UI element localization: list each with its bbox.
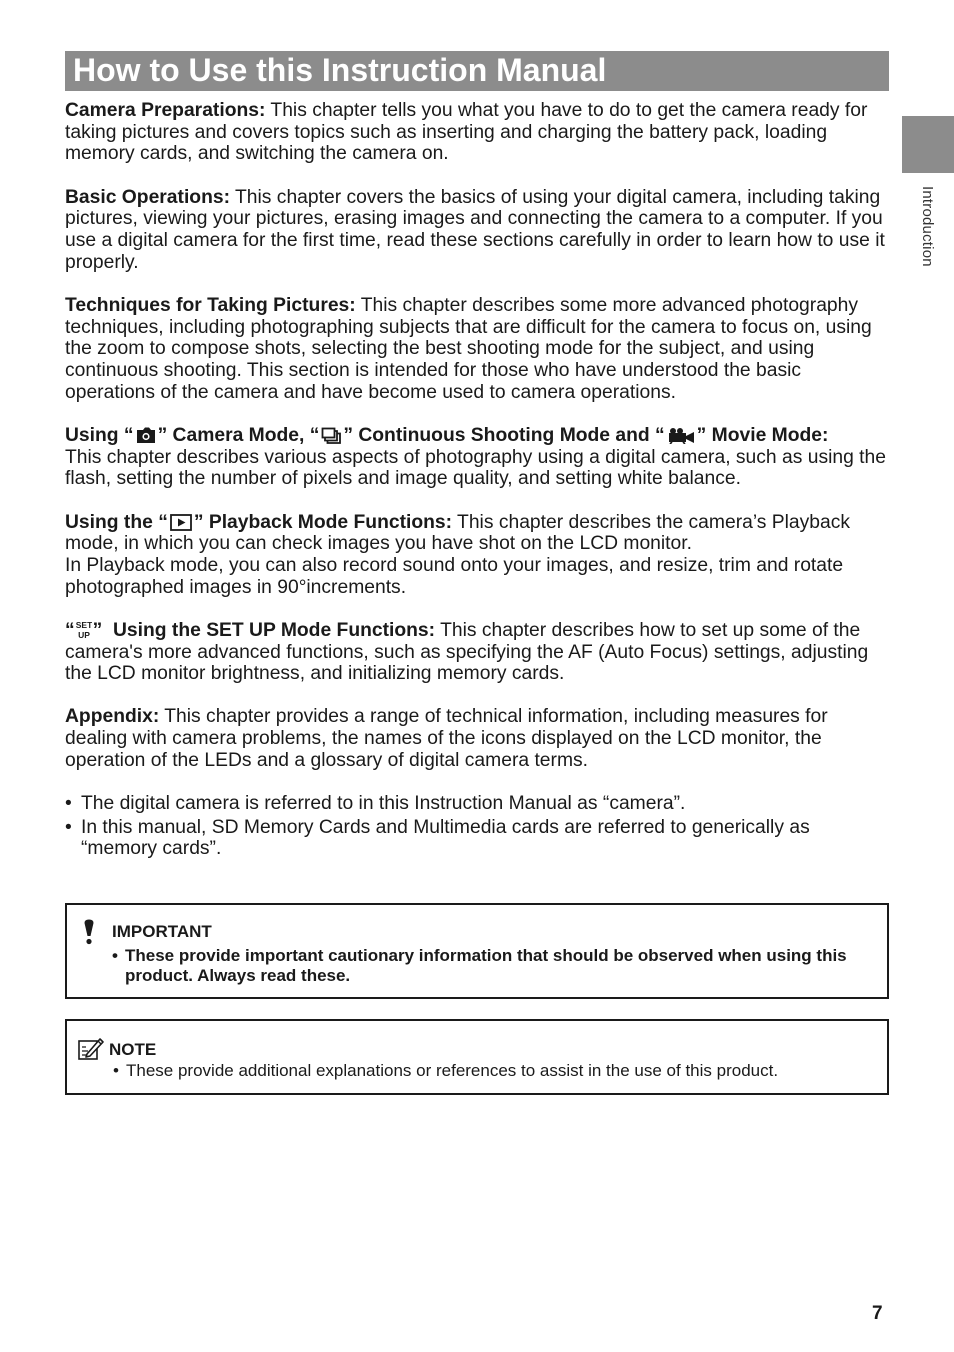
note-box bbox=[65, 1019, 889, 1095]
section-body: This chapter describes various aspects of photography using a digital camera, such as using the flash, setting the number of pixels and image quality, and setting white balance. bbox=[65, 446, 886, 490]
setup-icon-bottom-text: UP bbox=[77, 629, 90, 640]
note-heading: NOTE bbox=[109, 1040, 157, 1059]
important-body: These provide important cautionary information that should be observed when using this product. Always read these. bbox=[125, 946, 847, 985]
heading-part: Using the “ bbox=[65, 511, 168, 533]
note-body: These provide additional explanations or references to assist in the use of this product. bbox=[126, 1061, 779, 1080]
important-text bbox=[112, 946, 872, 985]
note-text bbox=[113, 1061, 873, 1081]
list-item: • The digital camera is referred to in this Instruction Manual as “camera”. bbox=[65, 793, 891, 815]
section-heading bbox=[65, 512, 452, 533]
section-appendix bbox=[65, 706, 891, 771]
heading-part: ” Continuous Shooting Mode and “ bbox=[343, 424, 665, 446]
section-body: This chapter describes how to set up some of the camera's more advanced functions, such as specifying the AF (Auto Focus) settings, adjusting the LCD monitor brightness, and initializing memory cards. bbox=[65, 619, 869, 685]
movie-camera-icon bbox=[667, 427, 695, 444]
section-body-continued: In Playback mode, you can also record sound onto your images, and resize, trim and rotate photographed images in 90°increments. bbox=[65, 554, 844, 598]
heading-part: ” Movie Mode: bbox=[696, 424, 829, 446]
exclamation-icon bbox=[83, 919, 95, 945]
setup-icon bbox=[76, 620, 92, 640]
section-heading: Basic Operations: bbox=[65, 186, 231, 208]
section-heading: Camera Preparations: bbox=[65, 100, 266, 121]
memo-icon bbox=[78, 1037, 104, 1061]
section-heading: Appendix: bbox=[65, 706, 160, 728]
section-playback-mode bbox=[65, 512, 891, 599]
section-body: This chapter covers the basics of using your digital camera, including taking pictures, viewing your pictures, erasing images and connecting the camera to a computer. If you use a digital camera for the first time, read these sections carefully in order to learn how to use it properly. bbox=[65, 186, 885, 273]
playback-icon bbox=[170, 514, 192, 531]
important-box bbox=[65, 903, 889, 999]
heading-part: ” Playback Mode Functions: bbox=[193, 511, 453, 533]
section-techniques bbox=[65, 295, 891, 404]
page-number: 7 bbox=[872, 1303, 883, 1324]
list-item: • In this manual, SD Memory Cards and Multimedia cards are referred to generically as “memory cards”. bbox=[65, 817, 891, 860]
title-bar bbox=[65, 51, 889, 91]
section-heading: Techniques for Taking Pictures: bbox=[65, 294, 356, 316]
heading-part: Using “ bbox=[65, 424, 134, 446]
section-heading bbox=[65, 620, 435, 641]
main-content bbox=[65, 100, 891, 862]
section-body: This chapter describes some more advanced photography techniques, including photographing subjects that are difficult for the camera to focus on, using the zoom to compose shots, selecting the best shooting mode for the subject, and using continuous shooting. This section is intended for those who have understood the basic operations of the camera and have become used to camera operations. bbox=[65, 294, 872, 403]
notes-list bbox=[65, 793, 891, 860]
continuous-shooting-icon bbox=[321, 427, 341, 444]
section-body: This chapter tells you what you have to do to get the camera ready for taking pictures and covers topics such as inserting and charging the battery pack, loading memory cards, and switching the camera on. bbox=[65, 100, 868, 165]
section-camera-preparations bbox=[65, 100, 891, 165]
section-heading bbox=[65, 425, 828, 446]
section-shooting-modes bbox=[65, 425, 891, 490]
important-heading: IMPORTANT bbox=[112, 922, 212, 941]
setup-icon-top-text: SET bbox=[75, 619, 92, 630]
bullet-marker: • bbox=[113, 1061, 119, 1080]
section-body: This chapter describes the camera’s Playback mode, in which you can check images you have shot on the LCD monitor. bbox=[65, 511, 851, 555]
heading-part: ” Camera Mode, “ bbox=[157, 424, 320, 446]
page-title: How to Use this Instruction Manual bbox=[73, 52, 607, 88]
camera-icon bbox=[136, 427, 156, 444]
bullet-marker: • bbox=[112, 946, 118, 965]
section-basic-operations bbox=[65, 187, 891, 274]
section-body: This chapter provides a range of technical information, including measures for dealing with camera problems, the names of the icons displayed on the LCD monitor, the operation of the LEDs and a glossary of digital camera terms. bbox=[65, 706, 828, 771]
section-tab-label: Introduction bbox=[919, 186, 936, 267]
section-setup-mode bbox=[65, 620, 891, 685]
heading-part: “ bbox=[65, 619, 75, 641]
heading-part: ” Using the SET UP Mode Functions: bbox=[92, 619, 436, 641]
section-tab-marker bbox=[902, 116, 954, 173]
